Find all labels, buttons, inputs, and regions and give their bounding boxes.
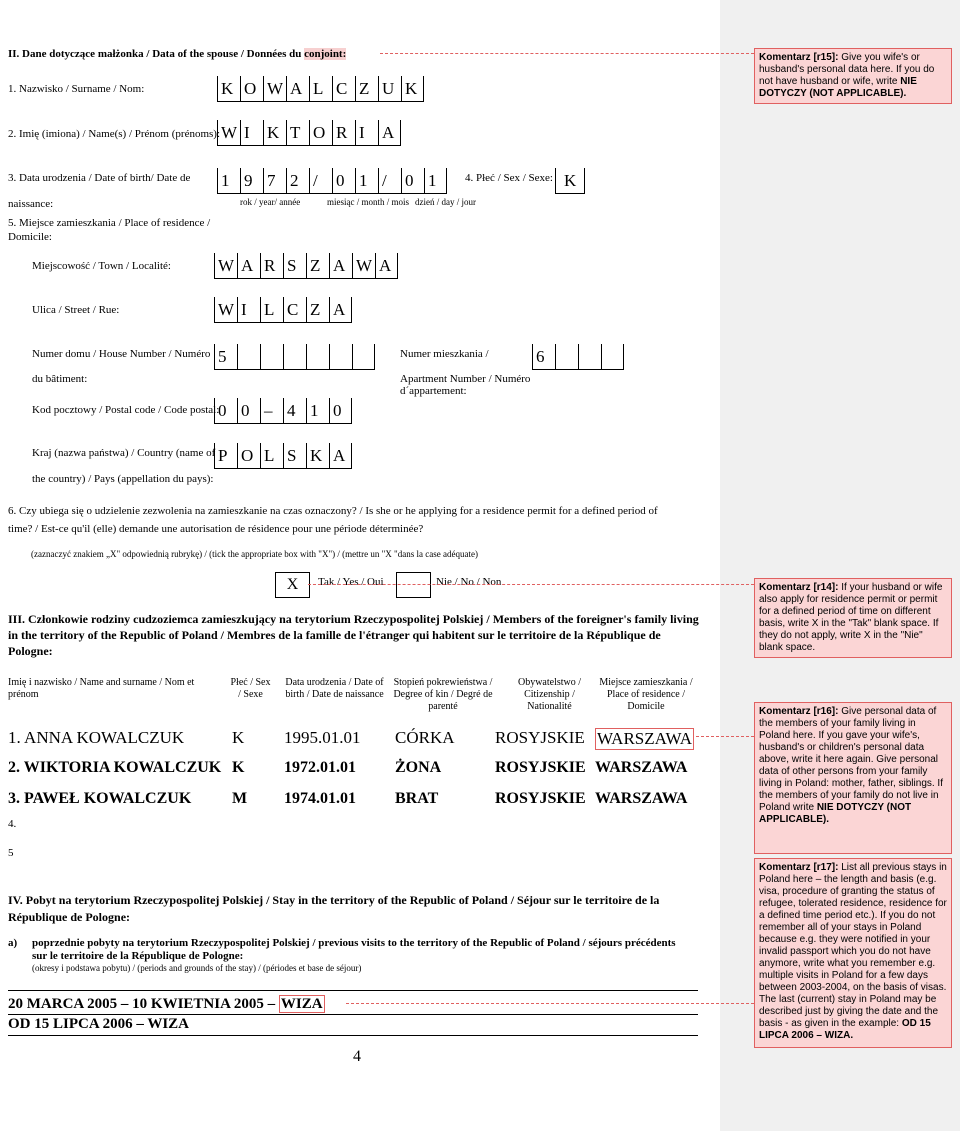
house-cell[interactable]: 5 (214, 344, 237, 370)
house-cell[interactable] (260, 344, 283, 370)
answer-line-2 (8, 1014, 698, 1015)
dob-cell[interactable]: 1 (217, 168, 240, 194)
apt-cell[interactable]: 6 (532, 344, 555, 370)
dob-cell[interactable]: 2 (286, 168, 309, 194)
dob-label: 3. Data urodzenia / Date of birth/ Date de (8, 172, 191, 184)
family-row-3-cit[interactable]: ROSYJSKIE (495, 790, 586, 807)
residence-label-2: Domicile: (8, 231, 52, 243)
apt-label-3: d´appartement: (400, 385, 467, 397)
surname-boxes[interactable] (217, 76, 424, 102)
street-cell[interactable]: Z (306, 297, 329, 323)
apt-boxes[interactable] (532, 344, 624, 370)
country-cell[interactable]: L (260, 443, 283, 469)
section-4a-marker: a) (8, 937, 18, 949)
names-cell[interactable]: W (217, 120, 240, 146)
question-6-line-1: 6. Czy ubiega się o udzielenie zezwolenia na zamieszkanie na czas oznaczony? / Is she or he applying for a residence permit for a defined period of (8, 505, 658, 517)
surname-cell[interactable]: K (217, 76, 240, 102)
street-boxes[interactable] (214, 297, 352, 323)
family-row-2-res[interactable]: WARSZAWA (595, 759, 688, 776)
names-label: 2. Imię (imiona) / Name(s) / Prénom (prénoms): (8, 128, 221, 140)
col-header-name: Imię i nazwisko / Name and surname / Nom et prénom (8, 677, 195, 700)
col-header-residence: Miejsce zamieszkania / Place of residence / Domicile (599, 677, 693, 712)
comment-r16-connector (696, 736, 754, 737)
surname-cell[interactable]: W (263, 76, 286, 102)
apt-cell[interactable] (601, 344, 624, 370)
section-2-title: II. Dane dotyczące małżonka / Data of the spouse / Données du conjoint: (8, 48, 347, 60)
residence-label: 5. Miejsce zamieszkania / Place of residence / (8, 217, 211, 229)
dob-cell[interactable]: 0 (332, 168, 355, 194)
dob-day-caption: dzień / day / jour (415, 197, 476, 207)
house-cell[interactable] (329, 344, 352, 370)
surname-cell[interactable]: U (378, 76, 401, 102)
town-cell[interactable]: A (329, 253, 352, 279)
family-row-1-name[interactable]: 1. ANNA KOWALCZUK (8, 728, 185, 747)
postal-cell[interactable]: – (260, 398, 283, 424)
names-cell[interactable]: R (332, 120, 355, 146)
apt-label-2: Apartment Number / Numéro (400, 373, 531, 385)
postal-boxes[interactable] (214, 398, 352, 424)
surname-cell[interactable]: L (309, 76, 332, 102)
comment-r17[interactable]: Komentarz [r17]: List all previous stays in Poland here – the length and basis (e.g. visa, procedure of granting the status of refugee, tolerated residence, residence for a defined time period etc.). If you do not remember all of your stays in Poland because e.g. they were notified in your invalid passport which you do not have anymore, write what you remember e.g. multiple visits in Poland for a few days between 2003-2004, on the basis of visas. The last (current) stay in Poland may be described just by giving the date and the basis - as given in the example: OD 15 LIPCA 2006 – WIZA. (754, 858, 952, 1048)
town-label: Miejscowość / Town / Localité: (32, 260, 171, 272)
answer-line-3 (8, 1035, 698, 1036)
town-cell[interactable]: A (375, 253, 398, 279)
col-header-sex: Płeć / Sex / Sexe (230, 677, 271, 700)
comment-r14-connector (308, 584, 754, 585)
house-boxes[interactable] (214, 344, 375, 370)
family-row-1-sex[interactable]: K (232, 728, 245, 747)
street-cell[interactable]: C (283, 297, 306, 323)
street-cell[interactable]: L (260, 297, 283, 323)
apt-label: Numer mieszkania / (400, 348, 489, 360)
col-header-dob: Data urodzenia / Date of birth / Date de naissance (285, 677, 384, 700)
question-6-note: (zaznaczyć znakiem „X" odpowiednią rubrykę) / (tick the appropriate box with "X") / (mettre un "X "dans la case adéquate) (31, 549, 478, 559)
family-row-3-dob[interactable]: 1974.01.01 (284, 790, 356, 807)
dob-cell[interactable]: / (309, 168, 332, 194)
names-cell[interactable]: O (309, 120, 332, 146)
postal-cell[interactable]: 0 (214, 398, 237, 424)
family-row-1-dob[interactable]: 1995.01.01 (284, 728, 361, 747)
yes-mark: X (286, 576, 299, 593)
names-cell[interactable]: T (286, 120, 309, 146)
names-cell[interactable]: K (263, 120, 286, 146)
country-cell[interactable]: A (329, 443, 352, 469)
street-cell[interactable]: A (329, 297, 352, 323)
comment-r15-connector (380, 53, 754, 54)
country-cell[interactable]: O (237, 443, 260, 469)
family-row-3-sex[interactable]: M (232, 790, 248, 807)
dob-cell[interactable]: 1 (424, 168, 447, 194)
family-row-2-sex[interactable]: K (232, 759, 245, 776)
surname-cell[interactable]: Z (355, 76, 378, 102)
street-cell[interactable]: I (237, 297, 260, 323)
family-row-3-kin[interactable]: BRAT (395, 790, 439, 807)
town-cell[interactable]: S (283, 253, 306, 279)
family-row-1-kin[interactable]: CÓRKA (395, 728, 455, 747)
comment-r17-connector (346, 1003, 754, 1004)
surname-cell[interactable]: A (286, 76, 309, 102)
page-number: 4 (353, 1048, 361, 1065)
country-cell[interactable]: K (306, 443, 329, 469)
family-row-1-cit[interactable]: ROSYJSKIE (495, 728, 585, 747)
surname-cell[interactable]: K (401, 76, 424, 102)
section-3-title: III. Członkowie rodziny cudzoziemca zamieszkujący na terytorium Rzeczypospolitej Polskiej / Members of the foreigner's family living in the territory of the Republic of Poland / Membres de la famille de l'étranger qui habitent sur le territoire de la République de Pologne: (8, 612, 699, 658)
row-5-number: 5 (8, 847, 14, 859)
house-label: Numer domu / House Number / Numéro (32, 348, 211, 360)
section-4a-note: (okresy i podstawa pobytu) / (periods and grounds of the stay) / (périodes et base de séjour) (32, 963, 362, 973)
answer-line-1 (8, 990, 698, 991)
town-cell[interactable]: W (352, 253, 375, 279)
town-cell[interactable]: Z (306, 253, 329, 279)
country-label-2: the country) / Pays (appellation du pays): (32, 473, 214, 485)
town-cell[interactable]: A (237, 253, 260, 279)
country-cell[interactable]: P (214, 443, 237, 469)
col-header-citizenship: Obywatelstwo / Citizenship / Nationalité (517, 677, 582, 712)
postal-cell[interactable]: 1 (306, 398, 329, 424)
section-4-title: IV. Pobyt na terytorium Rzeczypospolitej Polskiej / Stay in the territory of the Republic of Poland / Séjour sur le territoire de la République de Pologne: (8, 893, 660, 924)
town-boxes[interactable] (214, 253, 398, 279)
comment-r15[interactable]: Komentarz [r15]: Give you wife's or husband's personal data here. If you do not have husband or wife, write NIE DOTYCZY (NOT APPLICABLE). (754, 48, 952, 104)
house-cell[interactable] (283, 344, 306, 370)
stay-entry-1[interactable]: 20 MARCA 2005 – 10 KWIETNIA 2005 – WIZA (8, 996, 323, 1012)
dob-boxes[interactable] (217, 168, 447, 194)
family-row-3-res[interactable]: WARSZAWA (595, 790, 688, 807)
dob-month-caption: miesiąc / month / mois (327, 197, 409, 207)
postal-cell[interactable]: 0 (237, 398, 260, 424)
yes-label: Tak / Yes / Oui (318, 576, 384, 588)
town-cell[interactable]: R (260, 253, 283, 279)
names-cell[interactable]: A (378, 120, 401, 146)
family-row-2-name[interactable]: 2. WIKTORIA KOWALCZUK (8, 759, 222, 776)
family-row-2-cit[interactable]: ROSYJSKIE (495, 759, 586, 776)
house-cell[interactable] (306, 344, 329, 370)
surname-label: 1. Nazwisko / Surname / Nom: (8, 83, 145, 95)
comment-r14[interactable]: Komentarz [r14]: If your husband or wife also apply for residence permit or permit for a defined period of time on different basis, write X in the "Tak" blank space. If they do not apply, write X in the "Nie" blank space. (754, 578, 952, 658)
family-row-2-kin[interactable]: ŻONA (395, 759, 442, 776)
street-label: Ulica / Street / Rue: (32, 304, 120, 316)
dob-cell[interactable]: 1 (355, 168, 378, 194)
surname-cell[interactable]: O (240, 76, 263, 102)
dob-cell[interactable]: / (378, 168, 401, 194)
apt-cell[interactable] (555, 344, 578, 370)
apt-cell[interactable] (578, 344, 601, 370)
country-cell[interactable]: S (283, 443, 306, 469)
sex-box[interactable]: K (555, 168, 585, 194)
house-label-2: du bâtiment: (32, 373, 88, 385)
postal-cell[interactable]: 0 (329, 398, 352, 424)
country-boxes[interactable] (214, 443, 352, 469)
town-cell[interactable]: W (214, 253, 237, 279)
names-boxes[interactable] (217, 120, 401, 146)
names-cell[interactable]: I (355, 120, 378, 146)
section-4a-text: poprzednie pobyty na terytorium Rzeczypospolitej Polskiej / previous visits to the territory of the Republic of Poland / séjours précédents sur le territoire de la République de Pologne: (32, 937, 676, 962)
family-row-2-dob[interactable]: 1972.01.01 (284, 759, 356, 776)
street-cell[interactable]: W (214, 297, 237, 323)
stay-entry-2[interactable]: OD 15 LIPCA 2006 – WIZA (8, 1016, 189, 1032)
dob-label-2: naissance: (8, 198, 54, 210)
row-4-number: 4. (8, 818, 17, 830)
no-checkbox[interactable] (396, 572, 431, 598)
dob-cell[interactable]: 7 (263, 168, 286, 194)
house-cell[interactable] (237, 344, 260, 370)
names-cell[interactable]: I (240, 120, 263, 146)
surname-cell[interactable]: C (332, 76, 355, 102)
family-row-3-name[interactable]: 3. PAWEŁ KOWALCZUK (8, 790, 192, 807)
question-6-line-2: time? / Est-ce qu'il (elle) demande une autorisation de résidence pour une période déterminée? (8, 523, 424, 535)
dob-cell[interactable]: 0 (401, 168, 424, 194)
dob-cell[interactable]: 9 (240, 168, 263, 194)
country-label: Kraj (nazwa państwa) / Country (name of (32, 447, 216, 459)
comment-r16[interactable]: Komentarz [r16]: Give personal data of the members of your family living in Poland here. If you gave your wife's, husband's or children's personal data above, write it here again. Give personal data of other persons from your family living in Poland: mother, father, siblings. If the members of your family do not live in Poland write NIE DOTYCZY (NOT APPLICABLE). (754, 702, 952, 854)
family-row-1-res[interactable]: WARSZAWA (597, 729, 692, 748)
postal-label: Kod pocztowy / Postal code / Code postal: (32, 404, 220, 416)
house-cell[interactable] (352, 344, 375, 370)
postal-cell[interactable]: 4 (283, 398, 306, 424)
dob-year-caption: rok / year/ année (240, 197, 301, 207)
no-label: Nie / No / Non (436, 576, 502, 588)
col-header-kin: Stopień pokrewieństwa / Degree of kin / Degré de parenté (393, 677, 493, 712)
yes-checkbox[interactable] (275, 572, 310, 598)
sex-label: 4. Płeć / Sex / Sexe: (465, 172, 553, 184)
